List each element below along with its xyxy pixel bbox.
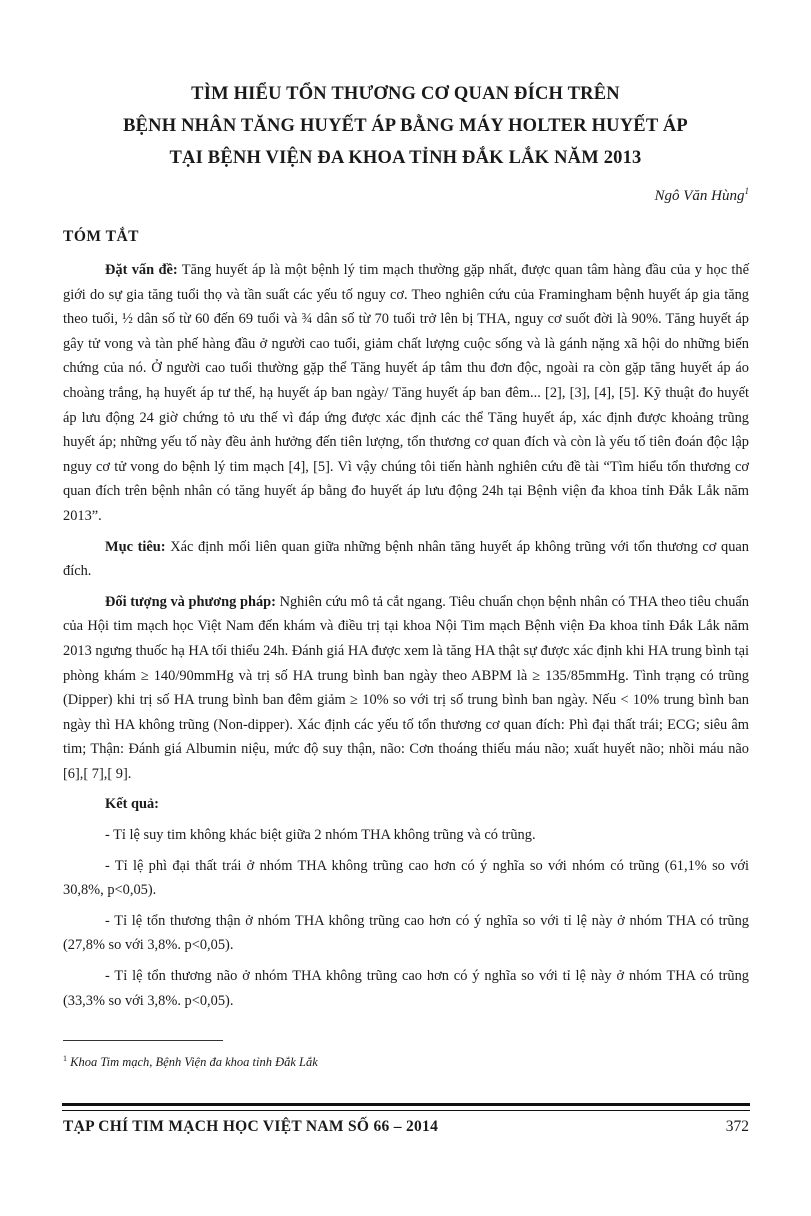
background-paragraph	[63, 258, 749, 529]
journal-name: TẠP CHÍ TIM MẠCH HỌC VIỆT NAM SỐ 66 – 2014	[63, 1118, 439, 1135]
author	[655, 186, 750, 205]
objective-paragraph	[63, 535, 749, 584]
results-label: Kết quả:	[105, 796, 159, 813]
methods-text: Nghiên cứu mô tả cắt ngang. Tiêu chuẩn chọn bệnh nhân có THA theo tiêu chuẩn của Hội tim mạch học Việt Nam đến khám và điều trị tại khoa Nội Tim mạch Bệnh viện Đa khoa tỉnh Đắk Lắk năm 2013 ngưng thuốc hạ HA tối thiểu 24h. Đánh giá HA được xem là tăng HA thật sự được xác định khi HA trung bình tại phòng khám ≥ 140/90mmHg và trị số HA trung bình ban ngày theo ABPM là ≥ 135/85mmHg. Tình trạng có trũng (Dipper) khi trị số HA trung bình ban đêm giảm ≥ 10% so với trị số trung bình ban ngày. Nếu < 10% trung bình ban ngày thì HA không trũng (Non-dipper). Xác định các yếu tố tổn thương cơ quan đích: Phì đại thất trái; ECG; siêu âm tim; Thận: Đánh giá Albumin niệu, mức độ suy thận, não: Cơn thoáng thiếu máu não; xuất huyết não; nhồi máu não [6],[ 7],[ 9].	[63, 593, 749, 782]
title-line-1: TÌM HIỂU TỔN THƯƠNG CƠ QUAN ĐÍCH TRÊN	[191, 84, 620, 104]
background-label: Đặt vấn đề:	[105, 262, 178, 278]
footer-rule-thin	[62, 1110, 750, 1111]
result-item: - Tỉ lệ phì đại thất trái ở nhóm THA không trũng cao hơn có ý nghĩa so với nhóm có trũng (61,1% so với 30,8%, p<0,05).	[63, 857, 749, 899]
author-footnote-mark: 1	[744, 186, 749, 196]
results-heading	[63, 792, 749, 817]
objective-text: Xác định mối liên quan giữa những bệnh nhân tăng huyết áp không trũng với tổn thương cơ quan đích.	[63, 538, 749, 580]
methods-label: Đối tượng và phương pháp:	[105, 593, 276, 610]
footnote-separator	[63, 1040, 223, 1041]
result-item: - Tỉ lệ tổn thương não ở nhóm THA không trũng cao hơn có ý nghĩa so với tỉ lệ này ở nhóm THA có trũng (33,3% so với 3,8%. p<0,05).	[63, 968, 749, 1009]
footnote-mark: 1	[63, 1054, 67, 1063]
footnote	[63, 1054, 318, 1070]
footnote-text: Khoa Tim mạch, Bệnh Viện đa khoa tỉnh Đắk Lắk	[67, 1055, 318, 1070]
section-heading: TÓM TẮT	[63, 228, 139, 245]
title-line-2: BỆNH NHÂN TĂNG HUYẾT ÁP BẰNG MÁY HOLTER HUYẾT ÁP	[123, 116, 688, 136]
author-name: Ngô Văn Hùng	[654, 188, 745, 204]
background-text: Tăng huyết áp là một bệnh lý tim mạch thường gặp nhất, được quan tâm hàng đầu của y học thế giới do sự gia tăng tuổi thọ và tần suất các yếu tố nguy cơ. Theo nghiên cứu của Framingham bệnh huyết áp gia tăng theo tuổi, ½ dân số từ 60 đến 69 tuổi và ¾ dân số từ 70 tuổi trở lên bị THA, nguy cơ suốt đời là 90%. Tăng huyết áp gây tử vong và tàn phế hàng đầu ở người cao tuổi, giảm chất lượng cuộc sống và là gánh nặng xã hội do những biến chứng của nó. Ở người cao tuổi thường gặp thể Tăng huyết áp tâm thu đơn độc, ngoài ra còn gặp tăng huyết áp áo choàng trắng, hạ huyết áp tư thế, hạ huyết áp ban ngày/ Tăng huyết áp ban đêm... [2], [3], [4], [5]. Kỹ thuật đo huyết áp lưu động 24 giờ chứng tỏ ưu thế vì đáp ứng được xác định các thể Tăng huyết áp, xác định được khoảng trũng huyết áp; những yếu tố này đều ảnh hưởng đến tiên lượng, tổn thương cơ quan đích và còn là yếu tố tiên đoán độc lập nguy cơ tử vong do bệnh lý tim mạch [4], [5]. Vì vậy chúng tôi tiến hành nghiên cứu đề tài “Tìm hiểu tổn thương cơ quan đích trên bệnh nhân có tăng huyết áp bằng đo huyết áp lưu động 24h tại Bệnh viện đa khoa tỉnh Đắk Lắk năm 2013”.	[63, 262, 750, 524]
paper-title	[60, 78, 751, 174]
result-item: - Tỉ lệ tổn thương thận ở nhóm THA không trũng cao hơn có ý nghĩa so với tỉ lệ này ở nhóm THA có trũng (27,8% so với 3,8%. p<0,05).	[63, 912, 749, 954]
footer-rule-thick	[62, 1103, 750, 1106]
objective-label: Mục tiêu:	[105, 538, 166, 555]
title-line-3: TẠI BỆNH VIỆN ĐA KHOA TỈNH ĐẮK LẮK NĂM 2013	[169, 148, 642, 168]
methods-paragraph	[63, 590, 749, 787]
page-number: 372	[725, 1118, 749, 1135]
abstract-body	[63, 258, 749, 1019]
result-item: - Tỉ lệ suy tim không khác biệt giữa 2 nhóm THA không trũng và có trũng.	[105, 827, 536, 844]
